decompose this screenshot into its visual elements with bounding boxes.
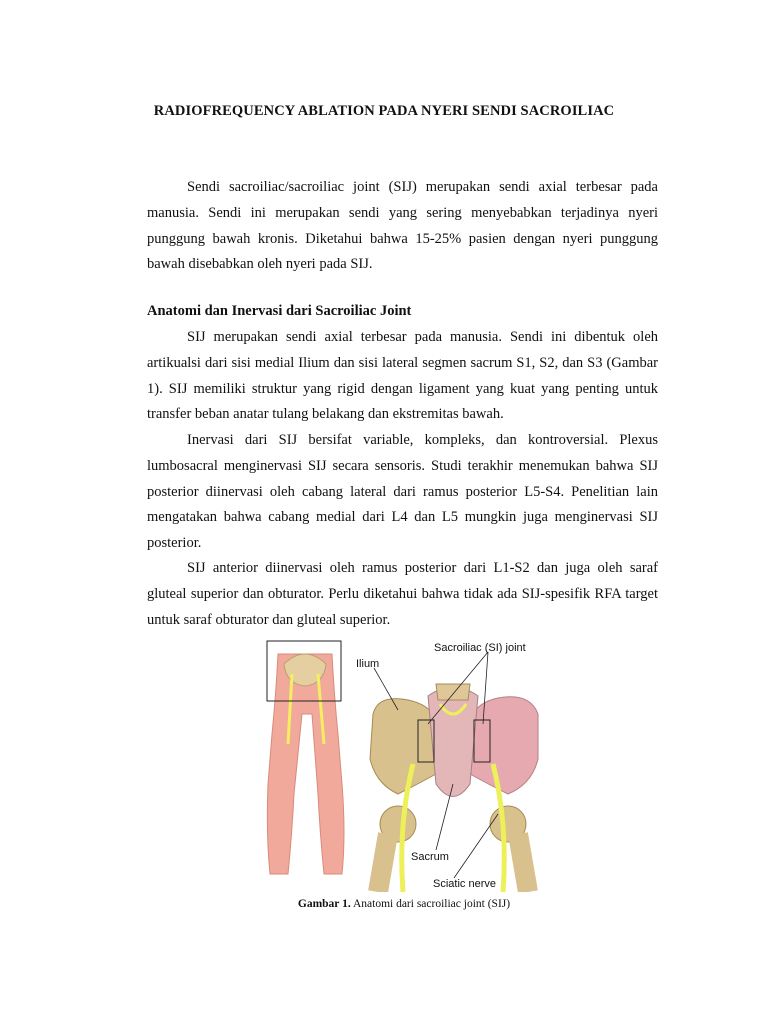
label-sciatic-nerve: Sciatic nerve	[433, 878, 496, 890]
label-si-joint: Sacroiliac (SI) joint	[434, 642, 526, 654]
legs-illustration	[267, 641, 344, 874]
document-title: RADIOFREQUENCY ABLATION PADA NYERI SENDI SACROILIAC	[153, 103, 615, 119]
paragraph-anterior: SIJ anterior diinervasi oleh ramus posterior dari L1-S2 dan juga oleh saraf gluteal superior dan obturator. Perlu diketahui bahwa tidak ada SIJ-spesifik RFA target untuk saraf obturator dan gluteal superior.	[147, 560, 658, 628]
paragraph-anatomy: SIJ merupakan sendi axial terbesar pada manusia. Sendi ini dibentuk oleh artikualsi dari sisi medial Ilium dan sisi lateral segmen sacrum S1, S2, dan S3 (Gambar 1). SIJ memiliki struktur yang rigid dengan ligament yang kuat yang penting untuk transfer beban anatar tulang belakang dan ekstremitas bawah.	[147, 329, 658, 423]
intro-paragraph: Sendi sacroiliac/sacroiliac joint (SIJ) merupakan sendi axial terbesar pada manusia. Sendi ini merupakan sendi yang sering menyebabkan terjadinya nyeri punggung bawah kronis. Diketahui bahwa 15-25% pasien dengan nyeri punggung bawah disebabkan oleh nyeri pada SIJ.	[147, 179, 658, 273]
paragraph-innervation: Inervasi dari SIJ bersifat variable, kompleks, dan kontroversial. Plexus lumbosacral menginervasi SIJ secara sensoris. Studi terakhir menemukan bahwa SIJ posterior diinervasi oleh cabang lateral dari ramus posterior L5-S4. Penelitian lain mengatakan bahwa cabang medial dari L4 dan L5 mungkin juga menginervasi SIJ posterior.	[147, 432, 658, 552]
caption-text: Anatomi dari sacroiliac joint (SIJ)	[350, 898, 511, 910]
figure-caption	[0, 898, 768, 910]
label-ilium: Ilium	[356, 658, 380, 670]
label-sacrum: Sacrum	[411, 851, 449, 863]
section-heading: Anatomi dan Inervasi dari Sacroiliac Joint	[147, 303, 412, 319]
caption-prefix: Gambar 1.	[297, 898, 351, 910]
pelvis-illustration	[370, 684, 538, 892]
pelvis-anatomy-figure	[258, 634, 548, 892]
